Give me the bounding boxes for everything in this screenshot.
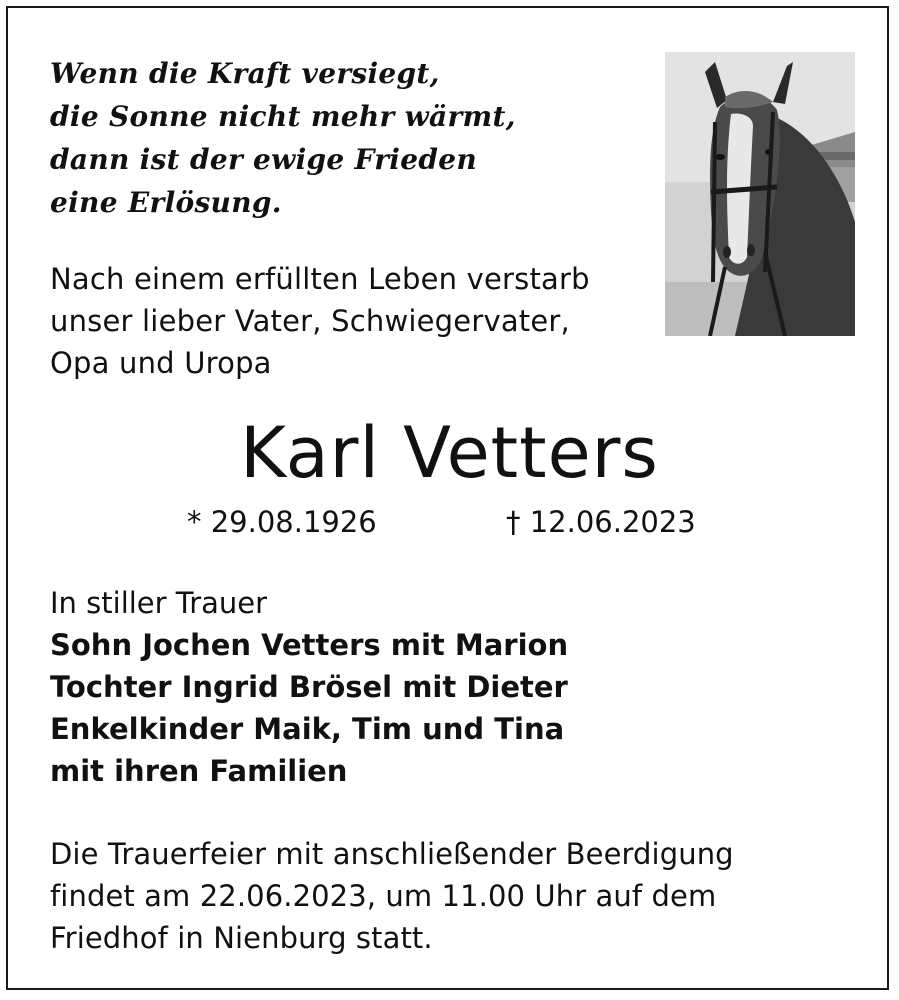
poem-line: Wenn die Kraft versiegt,	[50, 57, 440, 90]
poem	[50, 52, 650, 224]
poem-line: dann ist der ewige Frieden	[50, 143, 477, 176]
intro-line: unser lieber Vater, Schwiegervater,	[50, 304, 570, 338]
service-info	[50, 833, 850, 959]
intro-text	[50, 258, 660, 384]
deceased-name: Karl Vetters	[240, 412, 659, 494]
mourner-line: Tochter Ingrid Brösel mit Dieter	[50, 670, 568, 704]
birth-date: * 29.08.1926	[187, 505, 377, 539]
service-line: findet am 22.06.2023, um 11.00 Uhr auf dem	[50, 879, 717, 913]
mourner-line: Enkelkinder Maik, Tim und Tina	[50, 712, 565, 746]
mourners-heading: In stiller Trauer	[50, 586, 268, 620]
service-line: Die Trauerfeier mit anschließender Beerdigung	[50, 837, 734, 871]
intro-line: Opa und Uropa	[50, 346, 272, 380]
mourners-list	[50, 624, 750, 792]
death-date: † 12.06.2023	[506, 505, 696, 539]
horse-portrait-icon	[665, 52, 855, 336]
poem-line: eine Erlösung.	[50, 186, 282, 219]
mourner-line: Sohn Jochen Vetters mit Marion	[50, 628, 569, 662]
horse-photo	[665, 52, 855, 336]
mourner-line: mit ihren Familien	[50, 754, 348, 788]
intro-line: Nach einem erfüllten Leben verstarb	[50, 262, 590, 296]
poem-line: die Sonne nicht mehr wärmt,	[50, 100, 516, 133]
service-line: Friedhof in Nienburg statt.	[50, 921, 433, 955]
